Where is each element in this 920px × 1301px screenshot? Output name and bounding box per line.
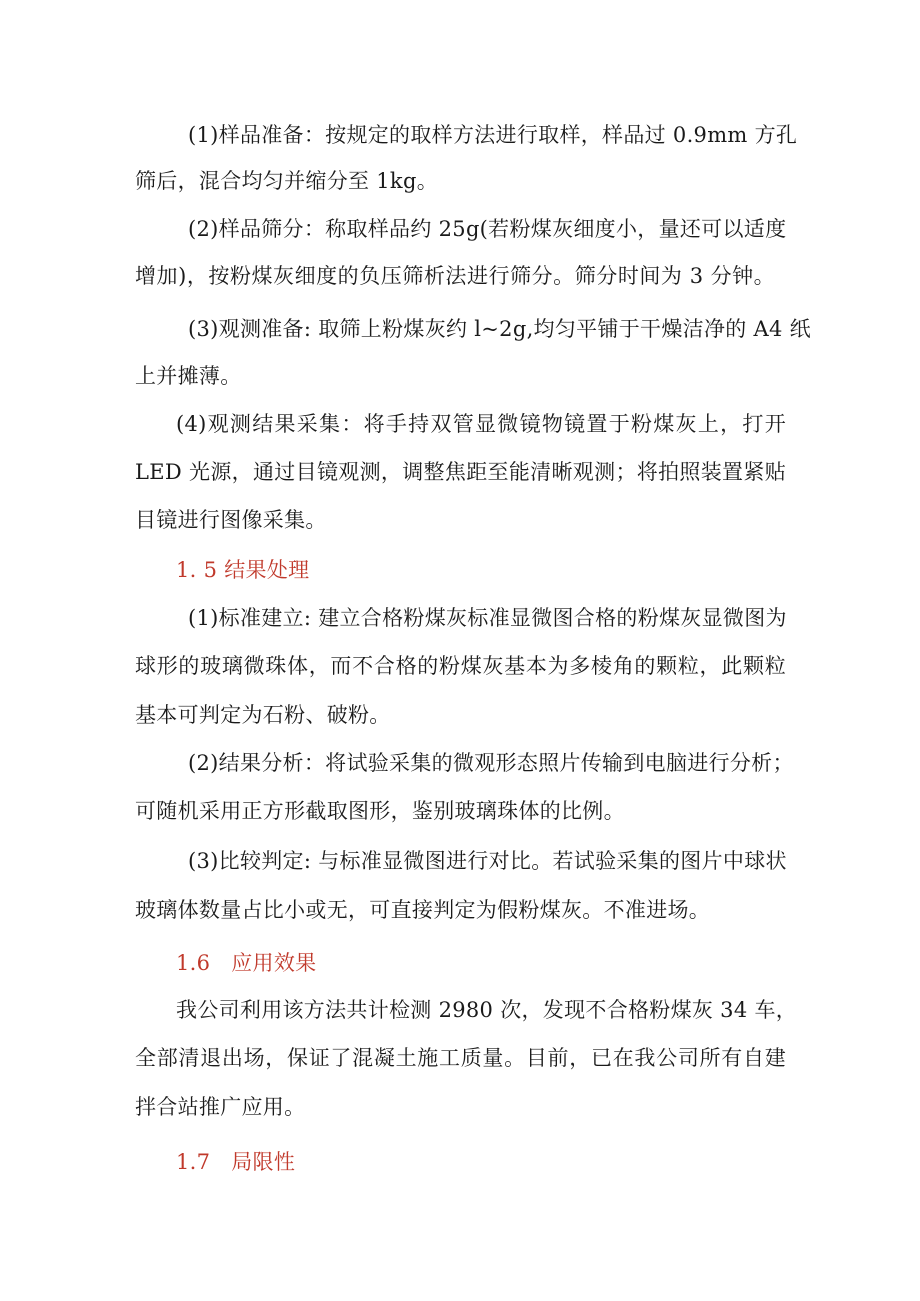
paragraph-observe-capture-line-1: (4)观测结果采集：将手持双管显微镜物镜置于粉煤灰上，打开 (176, 412, 786, 436)
paragraph-standard-line-2: 球形的玻璃微珠体，而不合格的粉煤灰基本为多棱角的颗粒，此颗粒 (135, 654, 786, 678)
section-heading-1-6: 1.6 应用效果 (176, 951, 317, 975)
paragraph-sample-sieve-line-1: (2)样品筛分：称取样品约 25g(若粉煤灰细度小，量还可以适度 (188, 217, 787, 241)
paragraph-compare-line-2: 玻璃体数量占比小或无，可直接判定为假粉煤灰。不准进场。 (135, 898, 711, 922)
paragraph-standard-line-1: (1)标准建立: 建立合格粉煤灰标准显微图合格的粉煤灰显微图为 (188, 606, 787, 630)
paragraph-application-line-2: 全部清退出场，保证了混凝土施工质量。目前，已在我公司所有自建 (135, 1046, 786, 1070)
paragraph-observe-capture-line-3: 目镜进行图像采集。 (135, 508, 327, 532)
paragraph-analysis-line-1: (2)结果分析：将试验采集的微观形态照片传输到电脑进行分析； (188, 751, 794, 775)
section-heading-1-7: 1.7 局限性 (176, 1150, 296, 1174)
paragraph-standard-line-3: 基本可判定为石粉、破粉。 (135, 703, 391, 727)
paragraph-application-line-1: 我公司利用该方法共计检测 2980 次，发现不合格粉煤灰 34 车， (176, 998, 798, 1022)
paragraph-observe-capture-line-2: LED 光源，通过目镜观测，调整焦距至能清晰观测；将拍照装置紧贴 (135, 460, 786, 484)
paragraph-observe-prep-line-1: (3)观测准备: 取筛上粉煤灰约 l~2g,均匀平铺于干燥洁净的 A4 纸 (188, 317, 811, 341)
paragraph-compare-line-1: (3)比较判定: 与标准显微图进行对比。若试验采集的图片中球状 (188, 849, 787, 873)
section-heading-1-5: 1. 5 结果处理 (176, 558, 310, 582)
paragraph-analysis-line-2: 可随机采用正方形截取图形，鉴别玻璃珠体的比例。 (135, 799, 625, 823)
paragraph-observe-prep-line-2: 上并摊薄。 (135, 364, 242, 388)
paragraph-sample-prep-line-2: 筛后，混合均匀并缩分至 1kg。 (135, 169, 439, 193)
paragraph-application-line-3: 拌合站推广应用。 (135, 1095, 306, 1119)
paragraph-sample-sieve-line-2: 增加)，按粉煤灰细度的负压筛析法进行筛分。筛分时间为 3 分钟。 (135, 264, 775, 288)
paragraph-sample-prep-line-1: (1)样品准备：按规定的取样方法进行取样，样品过 0.9mm 方孔 (188, 123, 798, 147)
